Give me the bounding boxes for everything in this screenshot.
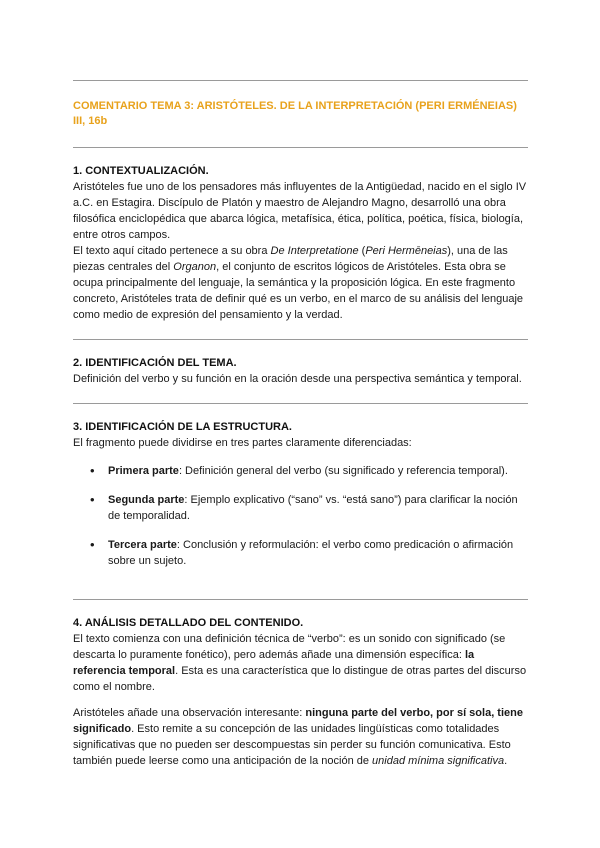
divider [73, 339, 528, 340]
text-run: Aristóteles añade una observación interesante: [73, 707, 306, 719]
item-label: Primera parte [108, 465, 179, 477]
section-identificacion-estructura [73, 420, 528, 569]
text-run: . [504, 755, 508, 767]
item-text: : Ejemplo explicativo (“sano” vs. “está sano”) para clarificar la noción de temporalidad. [108, 494, 518, 522]
title-line-2: III, 16b [73, 115, 108, 127]
list-item [73, 492, 528, 524]
paragraph: El fragmento puede dividirse en tres partes claramente diferenciadas: [73, 437, 412, 449]
section-identificacion-tema [73, 356, 528, 387]
text-run: , el conjunto de escritos lógicos de Aristóteles. Esta obra se ocupa principalmente del lenguaje, la semántica y la proposición lógica. En este fragmento concreto, Aristóteles trata de definir qué es un verbo, en el marco de su análisis del lenguaje como medio de expresión del pensamiento y la verdad. [73, 261, 524, 321]
paragraph: Definición del verbo y su función en la oración desde una perspectiva semántica y temporal. [73, 373, 522, 385]
emphasis: ninguna parte del verbo, por sí sola, tiene significado [73, 707, 523, 735]
item-label: Tercera parte [108, 539, 177, 551]
divider [73, 403, 528, 404]
item-text: : Conclusión y reformulación: el verbo como predicación o afirmación sobre un sujeto. [108, 539, 514, 567]
section-heading: 1. CONTEXTUALIZACIÓN. [73, 165, 209, 177]
work-title: De Interpretatione [270, 245, 359, 257]
paragraph [73, 243, 528, 323]
item-label: Segunda parte [108, 494, 185, 506]
section-contextualizacion [73, 164, 528, 323]
paragraph: Aristóteles fue uno de los pensadores más influyentes de la Antigüedad, nacido en el siglo IV a.C. en Estagira. Discípulo de Platón y maestro de Alejandro Magno, desarrolló una obra filosófica enciclopédica que abarca lógica, metafísica, ética, política, poética, física, biología, entre otros campos. [73, 181, 527, 241]
paragraph [73, 631, 528, 695]
text-run: ), una de las piezas centrales del [73, 245, 508, 273]
text-run: El texto aquí citado pertenece a su obra [73, 245, 271, 257]
section-heading: 4. ANÁLISIS DETALLADO DEL CONTENIDO. [73, 617, 304, 629]
text-run: . Esta es una característica que lo distingue de otras partes del discurso como el nombre. [73, 665, 527, 693]
divider [73, 599, 528, 600]
section-analisis [73, 616, 528, 769]
section-heading: 2. IDENTIFICACIÓN DEL TEMA. [73, 357, 237, 369]
title-line-1: COMENTARIO TEMA 3: ARISTÓTELES. DE LA INTERPRETACIÓN (PERI ERMÉNEIAS) [73, 100, 517, 112]
list-item [73, 463, 528, 479]
section-heading: 3. IDENTIFICACIÓN DE LA ESTRUCTURA. [73, 421, 292, 433]
work-organon: Organon [173, 261, 217, 273]
item-text: : Definición general del verbo (su significado y referencia temporal). [178, 465, 508, 477]
structure-list [73, 463, 528, 569]
divider [73, 80, 528, 81]
document-title [73, 99, 528, 129]
document-body [73, 0, 528, 769]
list-item [73, 537, 528, 569]
italic-term: unidad mínima significativa [372, 755, 505, 767]
emphasis: la referencia temporal [73, 649, 475, 677]
paragraph [73, 705, 528, 769]
text-run: ( [358, 245, 366, 257]
text-run: . Esto remite a su concepción de las unidades lingüísticas como totalidades significativas que no pueden ser descompuestas sin perder su función comunicativa. Esto también puede leerse como una anticipación de la noción de [73, 723, 511, 767]
text-run: El texto comienza con una definición técnica de “verbo”: es un sonido con significado (se descarta lo puramente fonético), pero además añade una dimensión específica: [73, 633, 506, 661]
divider [73, 147, 528, 148]
work-title-alt: Peri Hermēneias [365, 245, 448, 257]
